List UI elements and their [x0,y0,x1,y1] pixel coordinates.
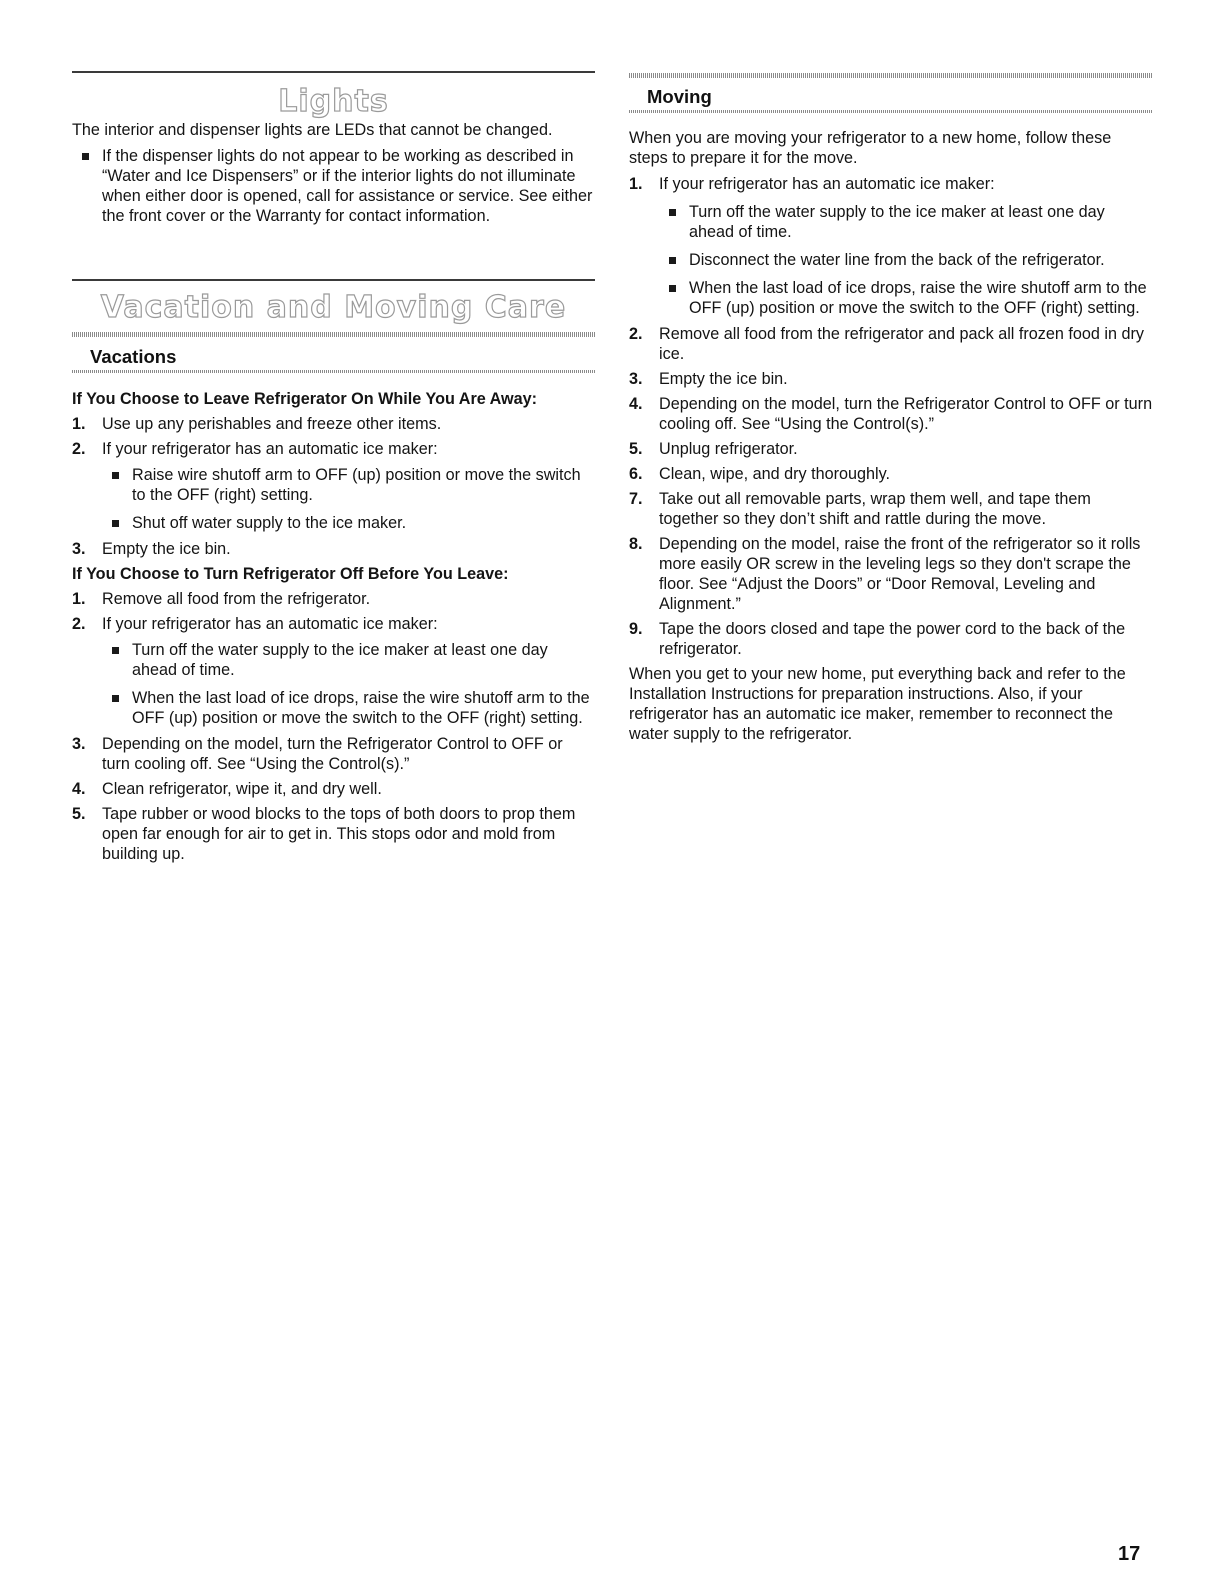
step-text: If your refrigerator has an automatic ice maker: [102,440,438,458]
bullet-text: Raise wire shutoff arm to OFF (up) position or move the switch to the OFF (right) setting. [132,466,581,504]
moving-step-2: 2. Remove all food from the refrigerator and pack all frozen food in dry ice. [629,324,1153,364]
step-text: Clean refrigerator, wipe it, and dry well. [102,780,382,798]
step-text: Remove all food from the refrigerator and pack all frozen food in dry ice. [659,325,1144,363]
moving-title: Moving [647,86,712,107]
moving-step-9: 9. Tape the doors closed and tape the power cord to the back of the refrigerator. [629,619,1153,659]
vacation-on-bullet-2 [72,513,595,533]
step-text: Take out all removable parts, wrap them well, and tape them together so they don’t shift and rattle during the move. [659,490,1091,528]
step-text: If your refrigerator has an automatic ice maker: [102,615,438,633]
bullet-text: Shut off water supply to the ice maker. [132,514,407,532]
bullet-square-icon [112,647,119,654]
vacations-title: Vacations [90,346,177,367]
vacation-off-step-5: 5. Tape rubber or wood blocks to the tops of both doors to prop them open far enough for air to get in. This stops odor and mold from building up. [72,804,595,864]
moving-top-hatch [629,73,1153,78]
bullet-square-icon [669,285,676,292]
bullet-square-icon [112,695,119,702]
bullet-text: When the last load of ice drops, raise the wire shutoff arm to the OFF (up) position or move the switch to the OFF (right) setting. [132,689,590,727]
vacation-off-step-4: 4. Clean refrigerator, wipe it, and dry well. [72,779,595,799]
step-text: Tape rubber or wood blocks to the tops of both doors to prop them open far enough for air to get in. This stops odor and mold from building up. [102,805,576,863]
bullet-text: Turn off the water supply to the ice maker at least one day ahead of time. [689,203,1105,241]
bullet-square-icon [82,153,89,160]
moving-step-1: 1. If your refrigerator has an automatic ice maker: [629,174,1153,194]
bullet-square-icon [112,520,119,527]
bullet-square-icon [669,209,676,216]
step-text: Depending on the model, raise the front of the refrigerator so it rolls more easily OR screw in the leveling legs so they don't scrape the floor. See “Adjust the Doors” or “Door Removal, Leveling and Alignment.” [659,535,1141,613]
vacation-on-bullet-1 [72,465,595,505]
step-text: Use up any perishables and freeze other items. [102,415,442,433]
moving-intro: When you are moving your refrigerator to a new home, follow these steps to prepare it for the move. [629,129,1112,167]
moving-step-3: 3. Empty the ice bin. [629,369,1153,389]
step-text: Depending on the model, turn the Refrigerator Control to OFF or turn cooling off. See “Using the Control(s).” [659,395,1153,433]
step-text: If your refrigerator has an automatic ice maker: [659,175,995,193]
care-title: Vacation and Moving Care [100,290,567,325]
vacations-section [72,389,595,864]
vacation-on-step-3: 3. Empty the ice bin. [72,539,595,559]
vacation-off-step-3: 3. Depending on the model, turn the Refrigerator Control to OFF or turn cooling off. See “Using the Control(s).” [72,734,595,774]
lights-title: Lights [278,84,389,119]
step-text: Unplug refrigerator. [659,440,798,458]
moving-step-7: 7. Take out all removable parts, wrap them well, and tape them together so they don’t shift and rattle during the move. [629,489,1153,529]
vacations-hatch-divider [72,370,595,373]
moving-section [629,128,1153,744]
step-text: Remove all food from the refrigerator. [102,590,371,608]
bullet-text: When the last load of ice drops, raise the wire shutoff arm to the OFF (up) position or move the switch to the OFF (right) setting. [689,279,1147,317]
moving-bullet-3 [629,278,1153,318]
care-hatch-divider [72,332,595,337]
moving-outro: When you get to your new home, put everything back and refer to the Installation Instructions for preparation instructions. Also, if your refrigerator has an automatic ice maker, remember to reconnect the water supply to the refrigerator. [629,665,1126,743]
vacation-on-step-2: 2. If your refrigerator has an automatic ice maker: [72,439,595,459]
bullet-text: Disconnect the water line from the back of the refrigerator. [689,251,1105,269]
moving-step-5: 5. Unplug refrigerator. [629,439,1153,459]
vacation-off-bullet-1 [72,640,595,680]
moving-step-6: 6. Clean, wipe, and dry thoroughly. [629,464,1153,484]
moving-hatch-divider [629,110,1153,113]
moving-bullet-1 [629,202,1153,242]
step-text: Empty the ice bin. [659,370,788,388]
moving-step-4: 4. Depending on the model, turn the Refrigerator Control to OFF or turn cooling off. See “Using the Control(s).” [629,395,1153,433]
vacation-on-step-1: 1. Use up any perishables and freeze other items. [72,414,595,434]
lights-bullet-item [72,146,595,226]
bullet-text: Turn off the water supply to the ice maker at least one day ahead of time. [132,641,548,679]
step-text: Depending on the model, turn the Refrigerator Control to OFF or turn cooling off. See “Using the Control(s).” [102,735,563,773]
step-text: Tape the doors closed and tape the power cord to the back of the refrigerator. [659,620,1126,658]
vacation-off-step-2: 2. If your refrigerator has an automatic ice maker: [72,614,595,634]
care-top-rule [72,279,595,281]
lights-intro: The interior and dispenser lights are LEDs that cannot be changed. [72,121,553,139]
bullet-square-icon [112,472,119,479]
lights-top-rule [72,71,595,73]
vacation-off-step-1: 1. Remove all food from the refrigerator. [72,589,595,609]
page-number: 17 [1118,1543,1141,1565]
vacation-off-heading: If You Choose to Turn Refrigerator Off Before You Leave: [72,565,509,583]
vacation-off-bullet-2 [72,688,595,728]
lights-bullet-text: If the dispenser lights do not appear to be working as described in “Water and Ice Dispensers” or if the interior lights do not illuminate when either door is opened, call for assistance or service. See either the front cover or the Warranty for contact information. [102,147,593,225]
moving-bullet-2 [629,250,1153,270]
lights-section [72,120,595,226]
step-text: Empty the ice bin. [102,540,231,558]
step-text: Clean, wipe, and dry thoroughly. [659,465,890,483]
vacation-on-heading: If You Choose to Leave Refrigerator On While You Are Away: [72,390,538,408]
bullet-square-icon [669,257,676,264]
moving-step-8: 8. Depending on the model, raise the front of the refrigerator so it rolls more easily OR screw in the leveling legs so they don't scrape the floor. See “Adjust the Doors” or “Door Removal, Leveling and Alignment.” [629,534,1153,614]
